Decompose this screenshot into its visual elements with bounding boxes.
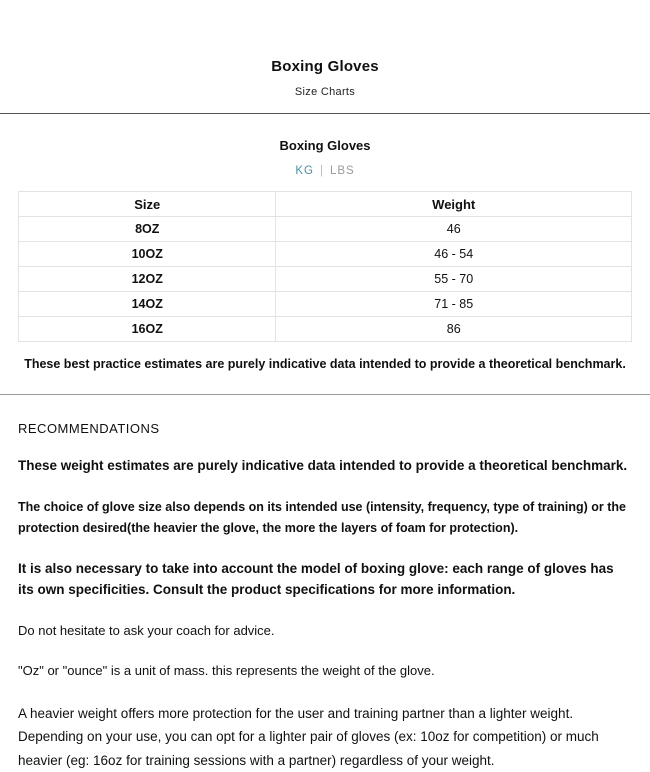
size-chart-section <box>0 138 650 371</box>
unit-toggle <box>0 165 650 177</box>
recommendation-paragraph: "Oz" or "ounce" is a unit of mass. this represents the weight of the glove. <box>18 663 435 679</box>
size-table <box>18 191 632 342</box>
page-header <box>0 0 650 98</box>
table-header-row <box>19 192 632 217</box>
table-row <box>19 267 632 292</box>
table-row <box>19 217 632 242</box>
table-row <box>19 317 632 342</box>
size-value: 14OZ <box>19 292 276 317</box>
size-value: 8OZ <box>19 217 276 242</box>
table-note: These best practice estimates are purely indicative data intended to provide a theoretical benchmark. <box>24 357 626 371</box>
weight-column-header: Weight <box>276 192 632 217</box>
unit-lbs-button[interactable]: LBS <box>329 165 355 177</box>
size-value: 16OZ <box>19 317 276 342</box>
section-divider <box>0 394 650 395</box>
size-column-header: Size <box>19 192 276 217</box>
recommendation-paragraph: It is also necessary to take into account the model of boxing glove: each range of gloves has its own specificities. Consult the product specifications for more information. <box>18 561 614 598</box>
recommendation-paragraph: The choice of glove size also depends on its intended use (intensity, frequency, type of training) or the protection desired(the heavier the glove, the more the layers of foam for protection). <box>18 499 626 536</box>
recommendation-paragraph: Do not hesitate to ask your coach for advice. <box>18 623 275 639</box>
weight-value: 86 <box>276 317 632 342</box>
recommendations-heading: RECOMMENDATIONS <box>18 421 160 436</box>
page-title: Boxing Gloves <box>271 58 379 75</box>
size-chart-title: Boxing Gloves <box>279 138 371 153</box>
recommendation-paragraph: A heavier weight offers more protection for the user and training partner than a lighter weight. Depending on your use, you can opt for a lighter pair of gloves (ex: 10oz for competition) or much heavier (eg: 16oz for training sessions with a partner) regardless of your weight. <box>18 705 599 768</box>
recommendations-section <box>0 421 650 772</box>
unit-kg-button[interactable]: KG <box>295 165 314 177</box>
table-row <box>19 292 632 317</box>
weight-value: 71 - 85 <box>276 292 632 317</box>
page-subtitle: Size Charts <box>294 86 356 98</box>
header-divider <box>0 113 650 114</box>
weight-value: 55 - 70 <box>276 267 632 292</box>
weight-value: 46 - 54 <box>276 242 632 267</box>
unit-separator: | <box>319 165 324 177</box>
table-row <box>19 242 632 267</box>
recommendation-paragraph: These weight estimates are purely indicative data intended to provide a theoretical benchmark. <box>18 458 628 473</box>
weight-value: 46 <box>276 217 632 242</box>
size-value: 10OZ <box>19 242 276 267</box>
size-value: 12OZ <box>19 267 276 292</box>
